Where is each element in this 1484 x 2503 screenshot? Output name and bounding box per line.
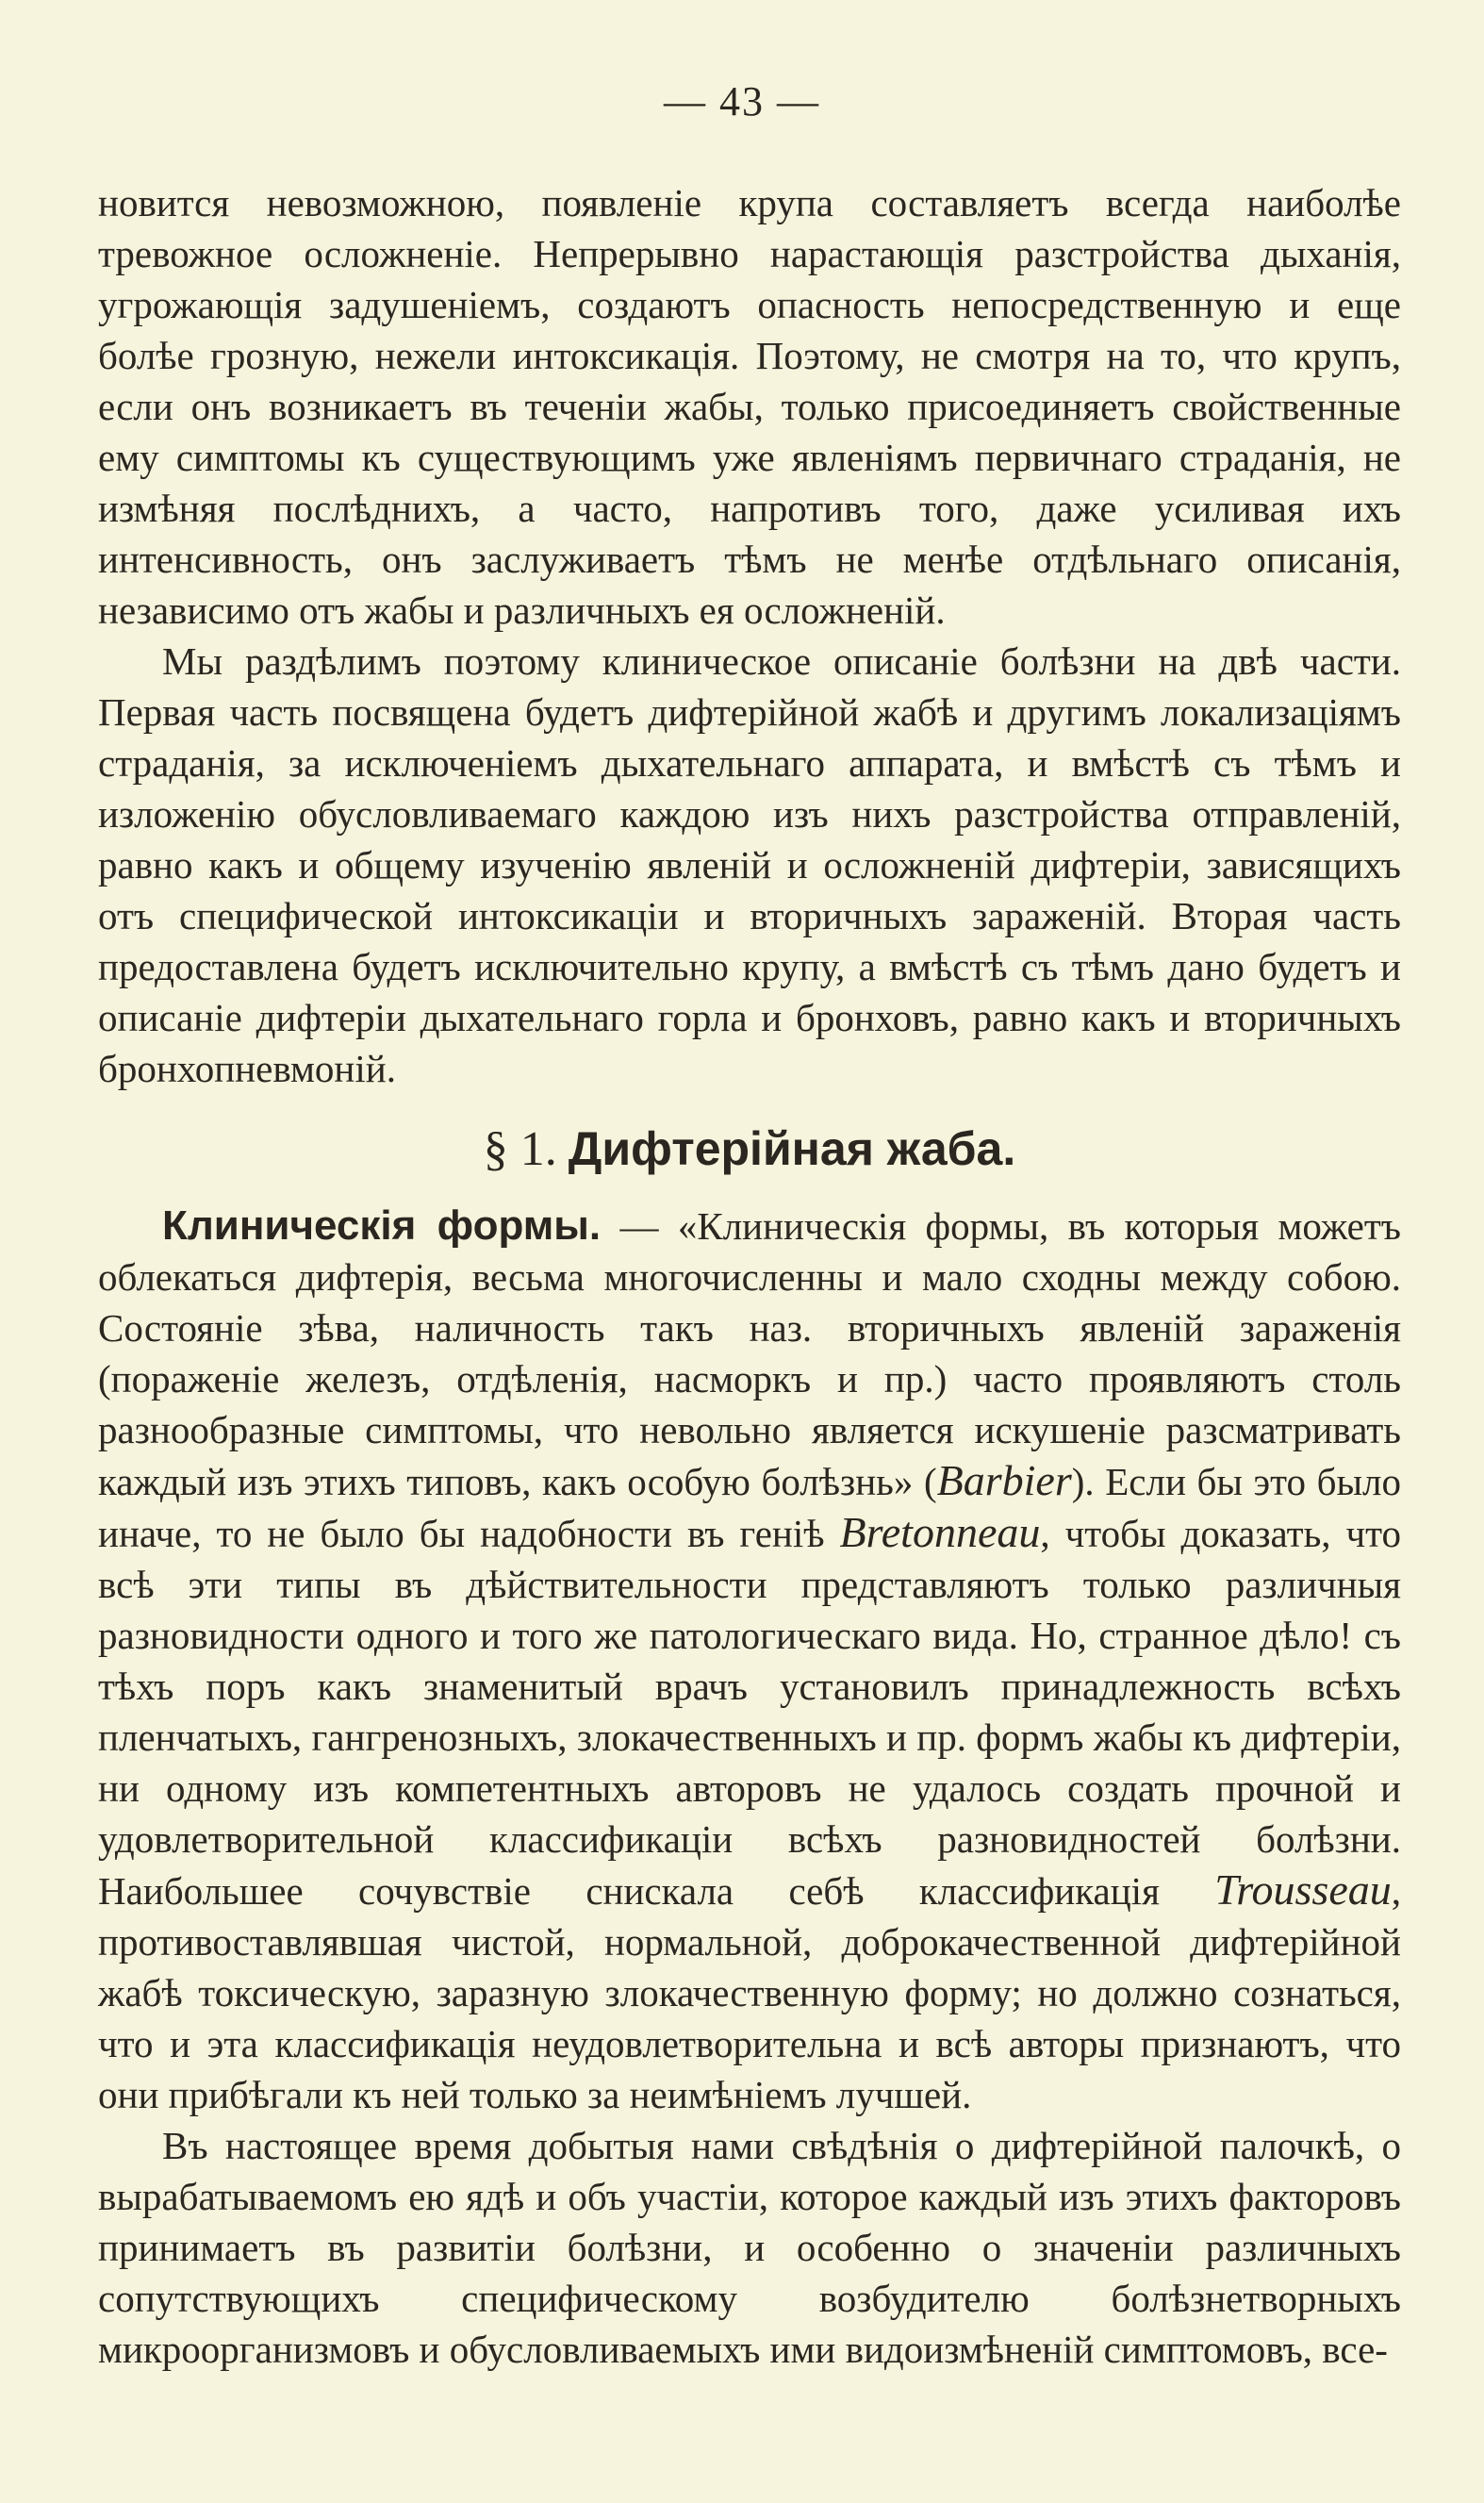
text-run: — «Клиническія формы, въ которыя можетъ облекаться дифтерія, весьма многочисленны и мало сходны между собою. Состояніе зѣва, наличность такъ наз. вторичныхъ явленій зараженія (пораженіе железъ, отдѣленія, насморкъ и пр.) часто проявляютъ столь разнообразные симптомы, что невольно является искушеніе разсматривать каждый изъ этихъ типовъ, какъ особую болѣзнь» ( <box>98 1204 1402 1503</box>
page-number: — 43 — <box>664 78 820 124</box>
paragraph-continuation: новится невозможною, появленіе крупа составляетъ всегда наиболѣе тревожное осложненіе. Непрерывно нарастающія разстройства дыханія, угрожающія задушеніемъ, создаютъ опасность непосредственную и еще болѣе грозную, нежели интоксикація. Поэтому, не смотря на то, что крупъ, если онъ возникаетъ въ теченіи жабы, только присоединяетъ свойственные ему симптомы къ существующимъ уже явленіямъ первичнаго страданія, не измѣняя послѣднихъ, а часто, напротивъ того, даже усиливая ихъ интенсивность, онъ заслуживаетъ тѣмъ не менѣе отдѣльнаго описанія, независимо отъ жабы и различныхъ ея осложненій. <box>98 181 1401 632</box>
section-title: Дифтерійная жаба. <box>568 1122 1016 1175</box>
paragraph-current-knowledge: Въ настоящее время добытыя нами свѣдѣнія о дифтерійной палочкѣ, о вырабатываемомъ ею ядѣ и объ участіи, которое каждый изъ этихъ факторовъ принимаетъ въ развитіи болѣзни, и особенно о значеніи различныхъ сопутствующихъ специфическому возбудителю болѣзнетворныхъ микроорганизмовъ и обусловливаемыхъ ими видоизмѣненій симптомовъ, все- <box>98 2124 1401 2371</box>
text-run: , чтобы доказать, что всѣ эти типы въ дѣйствительности представляютъ только различныя разновидности одного и того же патологическаго вида. Но, странное дѣло! съ тѣхъ поръ какъ знаменитый врачъ установилъ принадлежность всѣхъ пленчатыхъ, гангренозныхъ, злокачественныхъ и пр. формъ жабы къ дифтеріи, ни одному изъ компетентныхъ авторовъ не удалось создать прочной и удовлетворительной классификаціи всѣхъ разновидностей болѣзни. Наибольшее сочувствіе снискала себѣ классификація <box>98 1512 1401 1913</box>
paragraph-plan: Мы раздѣлимъ поэтому клиническое описаніе болѣзни на двѣ части. Первая часть посвящена будетъ дифтерійной жабѣ и другимъ локализаціямъ страданія, за исключеніемъ дыхательнаго аппарата, и вмѣстѣ съ тѣмъ и изложенію обусловливаемаго каждою изъ нихъ разстройства отправленій, равно какъ и общему изученію явленій и осложненій дифтеріи, зависящихъ отъ специфической интоксикаціи и вторичныхъ зараженій. Вторая часть предоставлена будетъ исключительно крупу, а вмѣстѣ съ тѣмъ дано будетъ и описаніе дифтеріи дыхательнаго горла и бронховъ, равно какъ и вторичныхъ бронхопневмоній. <box>98 639 1401 1090</box>
author-name-trousseau: Trousseau <box>1214 1865 1392 1914</box>
page-body <box>98 177 1401 2375</box>
text-run: ). Если бы это было иначе, то не было бы надобности въ геніѣ <box>98 1460 1402 1555</box>
text-run: , противоставлявшая чистой, нормальной, доброкачественной дифтерійной жабѣ токсическую, заразную злокачественную форму; но должно сознаться, что и эта классификація неудовлетворительна и всѣ авторы признаютъ, что они прибѣгали къ ней только за неимѣніемъ лучшей. <box>98 1869 1401 2116</box>
runin-heading: Клиническія формы. <box>162 1202 602 1249</box>
section-heading <box>98 1119 1401 1180</box>
paragraph-clinical-forms <box>98 1201 1401 2120</box>
section-number: § 1. <box>483 1122 557 1176</box>
author-name-barbier: Barbier <box>936 1456 1072 1504</box>
author-name-bretonneau: Bretonneau <box>839 1508 1041 1556</box>
